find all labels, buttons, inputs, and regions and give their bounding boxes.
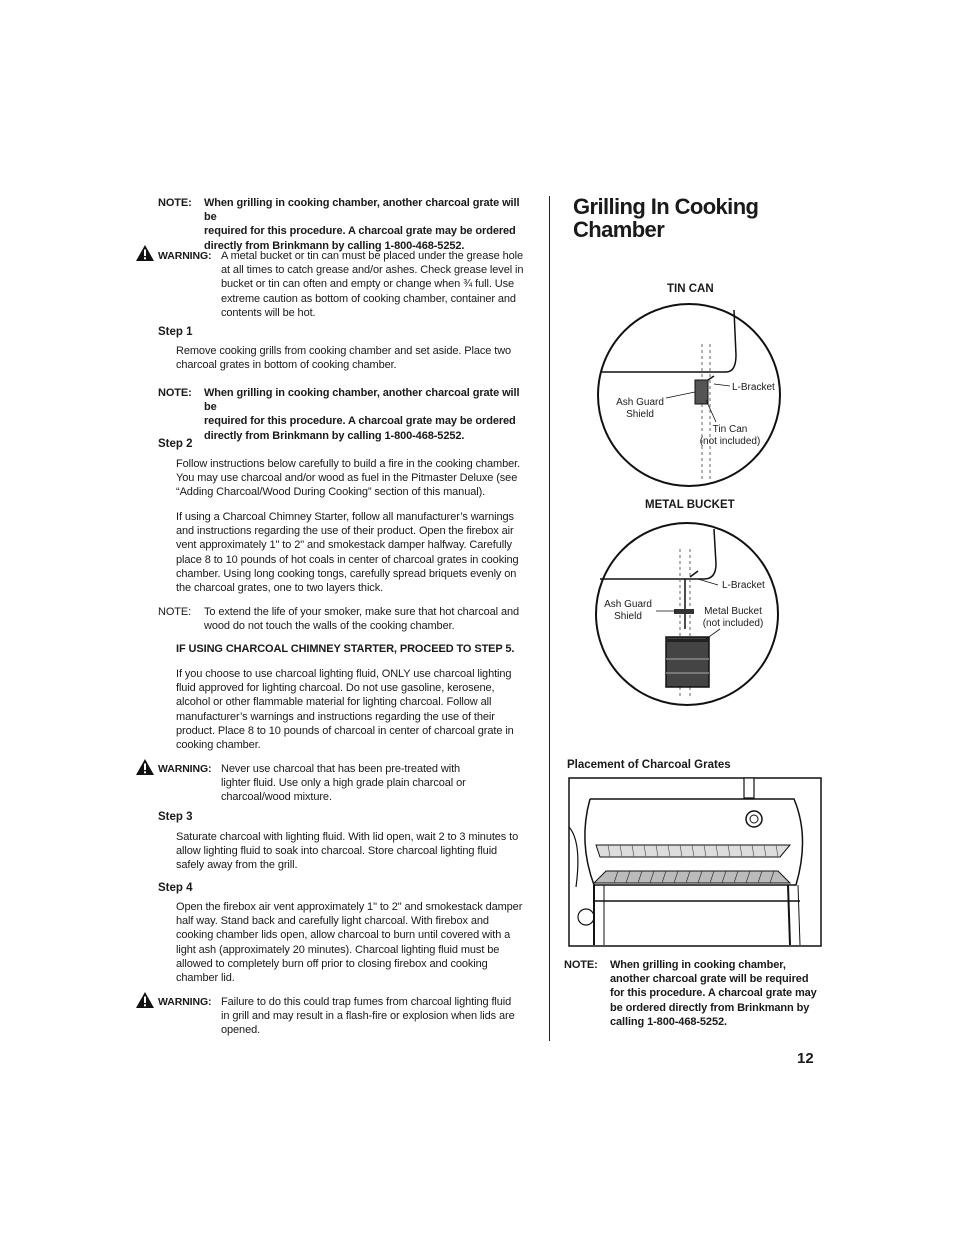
note-text — [204, 605, 534, 633]
note-label: NOTE: — [564, 959, 598, 971]
note-text — [204, 196, 534, 253]
warning-triangle-icon — [135, 244, 155, 262]
step-text — [176, 344, 534, 372]
text-line: directly from Brinkmann by calling 1-800-468-5252. — [204, 429, 465, 442]
callout-line: Ash Guard — [604, 599, 652, 610]
text-line: contents will be hot. — [221, 306, 316, 319]
text-line: the charcoal grates, one to two layers thick. — [176, 582, 384, 595]
text-line: product. Place 8 to 10 pounds of charcoal in center of charcoal grate in — [176, 724, 514, 737]
text-line: A metal bucket or tin can must be placed under the grease hole — [221, 250, 523, 262]
text-line: lighter fluid. Use only a high grade plain charcoal or — [221, 777, 466, 790]
text-line: “Adding Charcoal/Wood During Cooking” section of this manual). — [176, 486, 486, 499]
step-text — [176, 830, 534, 873]
warning-triangle-icon — [135, 991, 155, 1009]
text-line: vent approximately 1" to 2" and smokestack damper halfway. Carefully — [176, 539, 512, 552]
tin-can-diagram — [596, 300, 782, 490]
text-line: Failure to do this could trap fumes from charcoal lighting fluid — [221, 996, 512, 1008]
text-line: at all times to catch grease and/or ashes. Check grease level in — [221, 264, 524, 277]
fluid-paragraph — [176, 667, 534, 752]
warning-triangle-icon — [135, 758, 155, 776]
text-line: wood do not touch the walls of the cooking chamber. — [204, 620, 455, 633]
note-label: NOTE: — [158, 197, 192, 209]
callout-line: Ash Guard — [616, 397, 664, 408]
text-line: opened. — [221, 1024, 261, 1037]
text-line: another charcoal grate will be required — [610, 973, 809, 986]
step-text — [176, 900, 534, 985]
step-heading: Step 2 — [158, 438, 193, 450]
l-bracket-callout: L-Bracket — [722, 580, 765, 591]
note-label: NOTE: — [158, 387, 192, 399]
text-line: cooking chamber. — [176, 739, 261, 752]
text-line: Follow instructions below carefully to build a fire in the cooking chamber. — [176, 458, 521, 470]
callout-line: Shield — [614, 611, 642, 622]
ash-guard-callout — [600, 599, 656, 623]
text-line: manufacturer’s warnings and instructions regarding the use of their — [176, 710, 495, 723]
callout-line: (not included) — [702, 618, 764, 629]
title-line: Grilling In Cooking — [573, 194, 759, 219]
text-line: required for this procedure. A charcoal grate may be ordered — [204, 415, 516, 428]
callout-line: Tin Can — [712, 424, 748, 435]
text-line: To extend the life of your smoker, make sure that hot charcoal and — [204, 606, 520, 618]
text-line: If using a Charcoal Chimney Starter, follow all manufacturer’s warnings — [176, 511, 514, 523]
text-line: fluid approved for lighting charcoal. Do not use gasoline, kerosene, — [176, 682, 495, 695]
metal-bucket-heading: METAL BUCKET — [645, 499, 735, 511]
l-bracket-callout: L-Bracket — [732, 382, 775, 393]
text-line: When grilling in cooking chamber, — [610, 959, 786, 971]
text-line: allowed to completely burn off prior to closing firebox and cooking — [176, 957, 488, 970]
column-divider — [549, 196, 550, 1041]
text-line: When grilling in cooking chamber, another charcoal grate will be — [204, 387, 520, 414]
callout-line: Metal Bucket — [704, 606, 762, 617]
text-line: safely away from the grill. — [176, 859, 298, 872]
text-line: half way. Stand back and carefully light charcoal. With firebox and — [176, 915, 489, 928]
text-line: You may use charcoal and/or wood as fuel in the Pitmaster Deluxe (see — [176, 472, 518, 485]
warning-label: WARNING: — [158, 763, 212, 775]
text-line: charcoal grates in bottom of cooking chamber. — [176, 359, 397, 372]
metal-bucket-callout — [700, 606, 766, 630]
step-text — [176, 457, 534, 500]
text-line: Open the firebox air vent approximately 1" to 2" and smokestack damper — [176, 901, 523, 913]
text-line: required for this procedure. A charcoal grate may be ordered — [204, 225, 516, 238]
ash-guard-callout — [612, 397, 668, 421]
text-line: Remove cooking grills from cooking chamber and set aside. Place two — [176, 345, 512, 357]
text-line: light ash (approximately 20 minutes). Charcoal lighting fluid must be — [176, 943, 500, 956]
callout-line: (not included) — [699, 436, 761, 447]
page-title — [573, 195, 823, 241]
text-line: directly from Brinkmann by calling 1-800-468-5252. — [204, 239, 465, 252]
text-line: allow lighting fluid to soak into charcoal. Store charcoal lighting fluid — [176, 845, 498, 858]
charcoal-grates-diagram — [568, 777, 822, 947]
note-text — [204, 386, 534, 443]
text-line: charcoal/wood mixture. — [221, 791, 332, 804]
warning-text — [221, 249, 534, 320]
text-line: extreme caution as bottom of cooking chamber, container and — [221, 292, 516, 305]
chimney-instruction: IF USING CHARCOAL CHIMNEY STARTER, PROCEED TO STEP 5. — [176, 643, 515, 655]
text-line: in grill and may result in a flash-fire or explosion when lids are — [221, 1010, 515, 1023]
text-line: place 8 to 10 pounds of hot coals in center of charcoal grates in cooking — [176, 553, 519, 566]
warning-text — [221, 995, 534, 1038]
warning-label: WARNING: — [158, 996, 212, 1008]
text-line: When grilling in cooking chamber, another charcoal grate will be — [204, 197, 520, 224]
text-line: chamber lid. — [176, 972, 235, 985]
step-heading: Step 1 — [158, 326, 193, 338]
text-line: be ordered directly from Brinkmann by — [610, 1001, 810, 1014]
grates-heading: Placement of Charcoal Grates — [567, 759, 731, 771]
text-line: bucket or tin can often and empty or change when ¾ full. Use — [221, 278, 515, 291]
step-text — [176, 510, 534, 595]
tin-can-heading: TIN CAN — [667, 283, 714, 295]
title-line: Chamber — [573, 217, 665, 242]
text-line: alcohol or other flammable material for lighting charcoal. Follow all — [176, 696, 492, 709]
text-line: and instructions regarding the use of their product. Open the firebox air — [176, 525, 514, 538]
tin-can-callout — [696, 424, 764, 448]
text-line: Never use charcoal that has been pre-treated with — [221, 763, 461, 775]
step-heading: Step 3 — [158, 811, 193, 823]
text-line: cooking chamber lids open, allow charcoal to burn until covered with a — [176, 929, 511, 942]
warning-label: WARNING: — [158, 250, 212, 262]
warning-text — [221, 762, 534, 805]
text-line: calling 1-800-468-5252. — [610, 1015, 727, 1028]
text-line: chamber. Using long cooking tongs, carefully spread briquets evenly on — [176, 567, 517, 580]
page-number: 12 — [797, 1050, 814, 1067]
step-heading: Step 4 — [158, 882, 193, 894]
note-text — [610, 958, 825, 1029]
note-label: NOTE: — [158, 606, 192, 618]
callout-line: Shield — [626, 409, 654, 420]
text-line: If you choose to use charcoal lighting fluid, ONLY use charcoal lighting — [176, 668, 512, 680]
text-line: Saturate charcoal with lighting fluid. With lid open, wait 2 to 3 minutes to — [176, 831, 519, 843]
text-line: for this procedure. A charcoal grate may — [610, 987, 817, 1000]
